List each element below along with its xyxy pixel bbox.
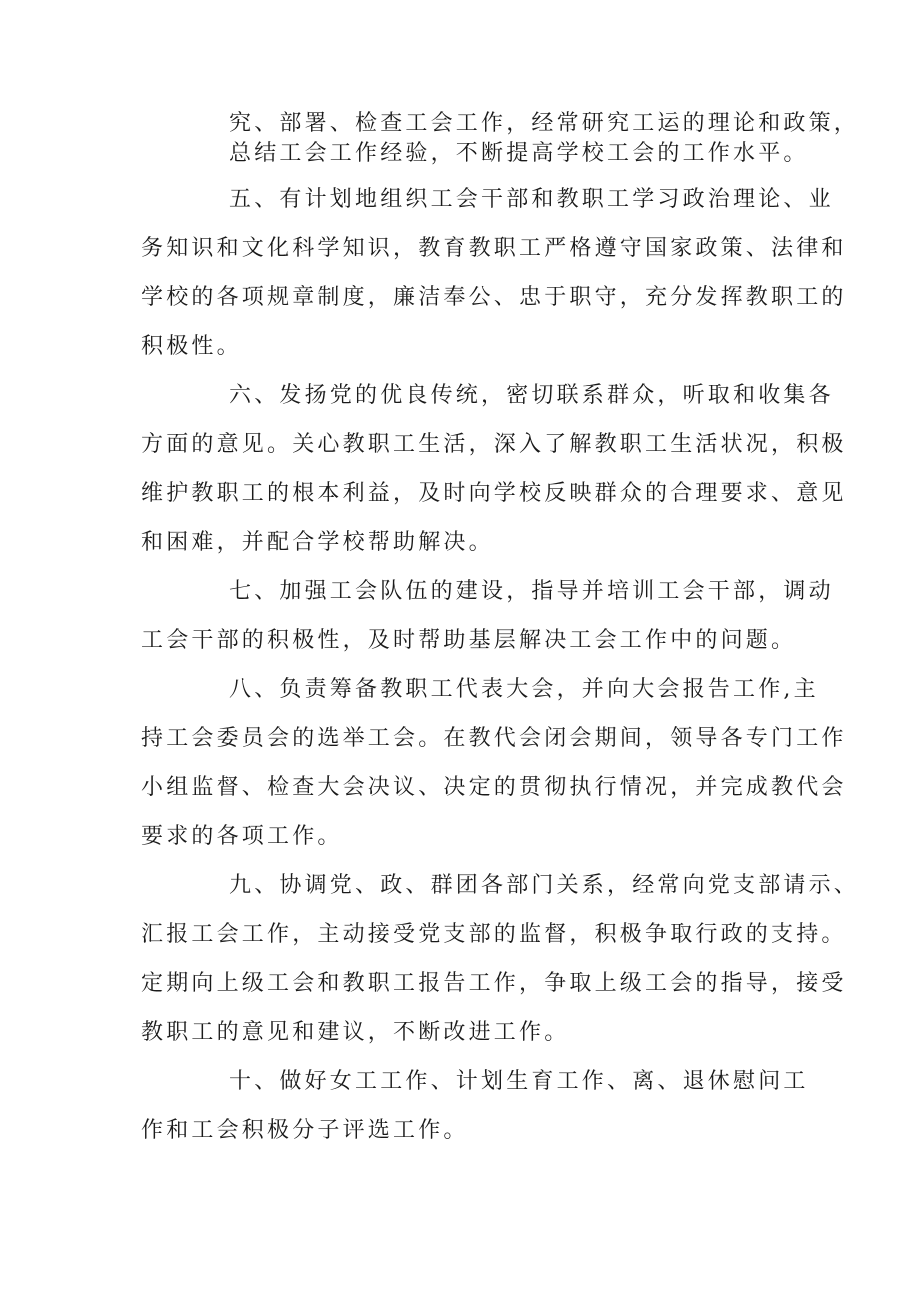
text-line: 务知识和文化科学知识，教育教职工严格遵守国家政策、法律和 (141, 236, 847, 261)
text-line: 六、发扬党的优良传统，密切联系群众，听取和收集各 (229, 383, 834, 408)
text-line: 七、加强工会队伍的建设，指导并培训工会干部，调动 (229, 579, 834, 604)
text-line: 小组监督、检查大会决议、决定的贯彻执行情况，并完成教代会 (141, 775, 847, 800)
text-line: 和困难，并配合学校帮助解决。 (141, 530, 494, 555)
text-line: 九、协调党、政、群团各部门关系，经常向党支部请示、 (229, 873, 860, 898)
text-line: 作和工会积极分子评选工作。 (141, 1118, 469, 1143)
text-line: 维护教职工的根本利益，及时向学校反映群众的合理要求、意见 (141, 481, 847, 506)
text-line: 持工会委员会的选举工会。在教代会闭会期间，领导各专门工作 (141, 726, 847, 751)
text-line: 定期向上级工会和教职工报告工作，争取上级工会的指导，接受 (141, 971, 847, 996)
text-line: 五、有计划地组织工会干部和教职工学习政治理论、业 (229, 187, 834, 212)
text-line: 工会干部的积极性，及时帮助基层解决工会工作中的问题。 (141, 628, 797, 653)
text-line: 教职工的意见和建议，不断改进工作。 (141, 1020, 570, 1045)
text-line: 十、做好女工工作、计划生育工作、离、退休慰问工 (229, 1069, 809, 1094)
text-line: 积极性。 (141, 334, 242, 359)
text-line: 总结工会工作经验，不断提高学校工会的工作水平。 (229, 141, 809, 166)
text-line: 要求的各项工作。 (141, 824, 343, 849)
text-line: 究、部署、检查工会工作，经常研究工运的理论和政策， (229, 111, 860, 136)
text-line: 八、负责筹备教职工代表大会，并向大会报告工作,主 (229, 677, 819, 702)
text-line: 汇报工会工作，主动接受党支部的监督，积极争取行政的支持。 (141, 922, 847, 947)
text-line: 方面的意见。关心教职工生活，深入了解教职工生活状况，积极 (141, 432, 847, 457)
text-line: 学校的各项规章制度，廉洁奉公、忠于职守，充分发挥教职工的 (141, 285, 847, 310)
